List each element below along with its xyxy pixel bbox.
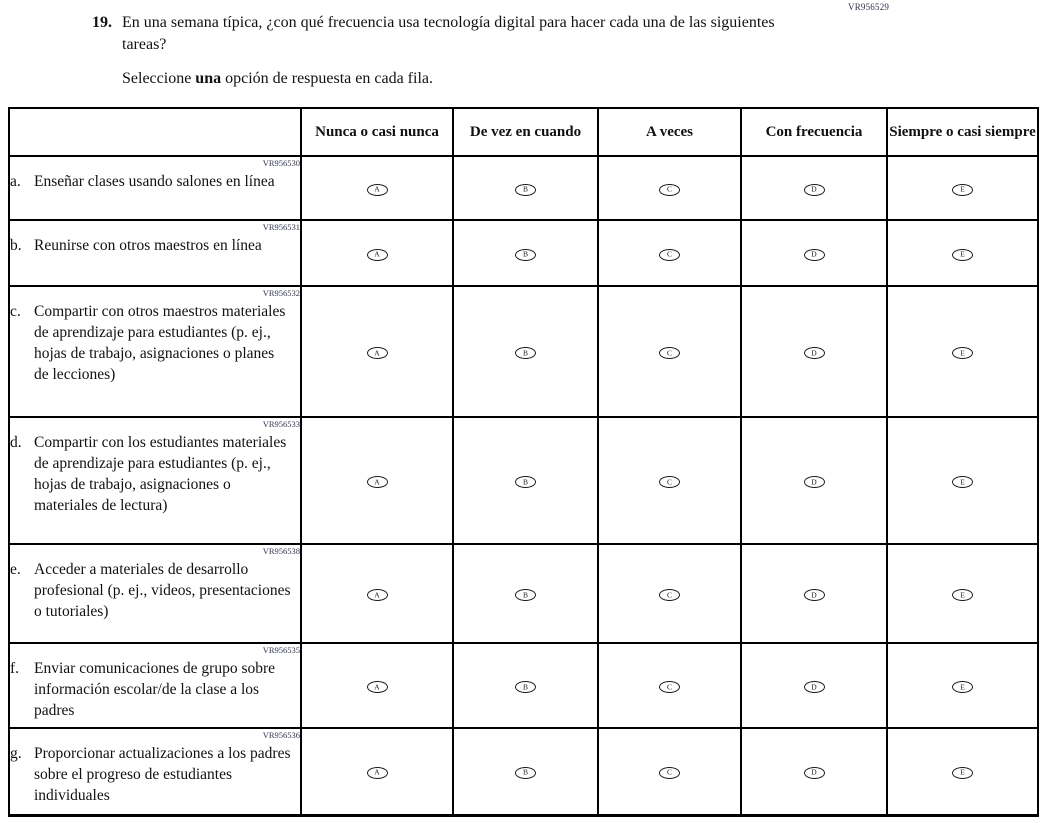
option-cell (741, 156, 887, 220)
column-header-siempre: Siempre o casi siempre (887, 108, 1038, 156)
option-cell (741, 417, 887, 544)
stub-header (9, 108, 301, 156)
answer-bubble-d[interactable] (804, 184, 825, 196)
answer-bubble-c[interactable] (659, 184, 680, 196)
answer-bubble-d[interactable] (804, 476, 825, 488)
bubble-letter: D (811, 184, 817, 194)
item-text: Compartir con otros maestros materiales de aprendizaje para estudiantes (p. ej., hojas de trabajo, asignaciones o planes de lecciones) (34, 303, 286, 383)
item-letter: c. (10, 303, 21, 320)
item-text: Compartir con los estudiantes materiales de aprendizaje para estudiantes (p. ej., hojas de trabajo, asignaciones o materiales de lectura) (34, 434, 287, 514)
item-letter: b. (10, 237, 22, 254)
option-cell (598, 156, 741, 220)
bubble-letter: D (811, 477, 817, 486)
option-cell (741, 220, 887, 286)
frequency-matrix-table (8, 107, 1039, 817)
question-number: 19. (92, 14, 112, 31)
option-cell (453, 156, 598, 220)
option-cell (887, 417, 1038, 544)
answer-bubble-d[interactable] (804, 681, 825, 693)
item-code: VR956533 (262, 419, 300, 429)
bubble-letter: E (960, 348, 965, 357)
bubble-letter: D (811, 590, 817, 599)
item-code: VR956530 (262, 158, 300, 168)
answer-bubble-c[interactable] (659, 476, 680, 488)
option-cell (887, 728, 1038, 815)
item-code: VR956531 (262, 222, 300, 232)
answer-bubble-e[interactable] (952, 184, 973, 196)
option-cell (887, 643, 1038, 728)
bubble-letter: C (666, 590, 672, 599)
bubble-letter: D (811, 767, 817, 777)
item-code: VR956535 (262, 645, 300, 655)
answer-bubble-c[interactable] (659, 681, 680, 693)
bubble-letter: D (811, 348, 817, 357)
item-text: Enseñar clases usando salones en línea (34, 173, 275, 190)
option-cell (301, 220, 453, 286)
option-cell (741, 544, 887, 643)
answer-bubble-b[interactable] (515, 476, 536, 488)
table-row-d (9, 417, 1038, 544)
page-variable-code: VR956529 (848, 2, 890, 12)
option-cell (453, 417, 598, 544)
bubble-letter: B (522, 590, 528, 599)
answer-bubble-b[interactable] (515, 767, 536, 779)
bubble-letter: E (960, 767, 965, 777)
option-cell (453, 220, 598, 286)
header-row (9, 108, 1038, 156)
answer-bubble-b[interactable] (515, 184, 536, 196)
answer-bubble-a[interactable] (367, 681, 388, 693)
option-cell (301, 417, 453, 544)
option-cell (301, 728, 453, 815)
bubble-letter: B (522, 249, 528, 259)
bubble-letter: A (374, 682, 380, 691)
option-cell (453, 643, 598, 728)
item-stub-c (9, 286, 301, 417)
bubble-letter: C (666, 477, 672, 486)
bubble-letter: E (960, 682, 965, 691)
answer-bubble-e[interactable] (952, 476, 973, 488)
item-code: VR956536 (262, 730, 300, 740)
question-block (92, 12, 812, 90)
answer-bubble-d[interactable] (804, 589, 825, 601)
bubble-letter: C (666, 184, 672, 194)
table-row-b (9, 220, 1038, 286)
answer-bubble-b[interactable] (515, 589, 536, 601)
item-text: Proporcionar actualizaciones a los padres sobre el progreso de estudiantes individuales (34, 745, 291, 804)
answer-bubble-e[interactable] (952, 767, 973, 779)
option-cell (598, 544, 741, 643)
option-cell (453, 728, 598, 815)
bubble-letter: C (666, 249, 672, 259)
answer-bubble-e[interactable] (952, 681, 973, 693)
table-row-g (9, 728, 1038, 815)
bubble-letter: B (522, 682, 528, 691)
bubble-letter: E (960, 249, 965, 259)
answer-bubble-e[interactable] (952, 589, 973, 601)
answer-bubble-d[interactable] (804, 347, 825, 359)
answer-bubble-b[interactable] (515, 681, 536, 693)
answer-bubble-e[interactable] (952, 347, 973, 359)
item-text: Acceder a materiales de desarrollo profesional (p. ej., videos, presentaciones o tutoriales) (34, 561, 291, 620)
option-cell (741, 728, 887, 815)
instruction-bold-word: una (195, 70, 222, 87)
column-header-devezencuando: De vez en cuando (453, 108, 598, 156)
answer-bubble-a[interactable] (367, 249, 388, 261)
bubble-letter: A (374, 249, 380, 259)
item-code: VR956538 (262, 546, 300, 556)
item-letter: e. (10, 561, 21, 578)
bubble-letter: E (960, 590, 965, 599)
item-letter: a. (10, 173, 21, 190)
item-stub-e (9, 544, 301, 643)
answer-bubble-d[interactable] (804, 767, 825, 779)
item-letter: d. (10, 434, 22, 451)
item-stub-d (9, 417, 301, 544)
answer-bubble-b[interactable] (515, 347, 536, 359)
option-cell (887, 220, 1038, 286)
bubble-letter: E (960, 477, 965, 486)
table-row-f (9, 643, 1038, 728)
option-cell (887, 156, 1038, 220)
bubble-letter: B (522, 348, 528, 357)
answer-bubble-a[interactable] (367, 347, 388, 359)
answer-bubble-a[interactable] (367, 767, 388, 779)
option-cell (598, 417, 741, 544)
column-header-nunca: Nunca o casi nunca (301, 108, 453, 156)
answer-bubble-a[interactable] (367, 476, 388, 488)
option-cell (453, 286, 598, 417)
bubble-letter: A (374, 477, 380, 486)
instruction-prefix: Seleccione (122, 70, 196, 87)
bubble-letter: A (374, 184, 380, 194)
option-cell (741, 286, 887, 417)
column-header-aveces: A veces (598, 108, 741, 156)
option-cell (301, 286, 453, 417)
instruction-suffix: opción de respuesta en cada fila. (221, 70, 433, 87)
option-cell (887, 286, 1038, 417)
answer-bubble-c[interactable] (659, 249, 680, 261)
answer-bubble-b[interactable] (515, 249, 536, 261)
item-letter: g. (10, 745, 22, 762)
answer-bubble-d[interactable] (804, 249, 825, 261)
option-cell (598, 643, 741, 728)
answer-bubble-a[interactable] (367, 184, 388, 196)
option-cell (453, 544, 598, 643)
bubble-letter: B (522, 477, 528, 486)
option-cell (598, 220, 741, 286)
answer-bubble-c[interactable] (659, 767, 680, 779)
answer-bubble-a[interactable] (367, 589, 388, 601)
item-letter: f. (10, 660, 20, 677)
answer-bubble-c[interactable] (659, 347, 680, 359)
option-cell (598, 286, 741, 417)
option-cell (301, 156, 453, 220)
item-stub-a (9, 156, 301, 220)
bubble-letter: C (666, 767, 672, 777)
option-cell (301, 643, 453, 728)
instruction-text (122, 68, 812, 90)
option-cell (741, 643, 887, 728)
item-text: Enviar comunicaciones de grupo sobre información escolar/de la clase a los padres (34, 660, 276, 719)
item-stub-g (9, 728, 301, 815)
answer-bubble-c[interactable] (659, 589, 680, 601)
column-header-confrecuencia: Con frecuencia (741, 108, 887, 156)
table-row-e (9, 544, 1038, 643)
bubble-letter: D (811, 249, 817, 259)
option-cell (887, 544, 1038, 643)
bubble-letter: A (374, 767, 380, 777)
bubble-letter: A (374, 348, 380, 357)
bubble-letter: D (811, 682, 817, 691)
bubble-letter: C (666, 682, 672, 691)
item-stub-f (9, 643, 301, 728)
option-cell (598, 728, 741, 815)
bubble-letter: B (522, 767, 528, 777)
bubble-letter: B (522, 184, 528, 194)
option-cell (301, 544, 453, 643)
item-stub-b (9, 220, 301, 286)
table-row-a (9, 156, 1038, 220)
bubble-letter: A (374, 590, 380, 599)
item-code: VR956532 (262, 288, 300, 298)
bubble-letter: E (960, 184, 965, 194)
table-row-c (9, 286, 1038, 417)
question-text: En una semana típica, ¿con qué frecuencia usa tecnología digital para hacer cada una de las siguientes tareas? (122, 14, 775, 53)
answer-bubble-e[interactable] (952, 249, 973, 261)
bubble-letter: C (666, 348, 672, 357)
item-text: Reunirse con otros maestros en línea (34, 237, 262, 254)
